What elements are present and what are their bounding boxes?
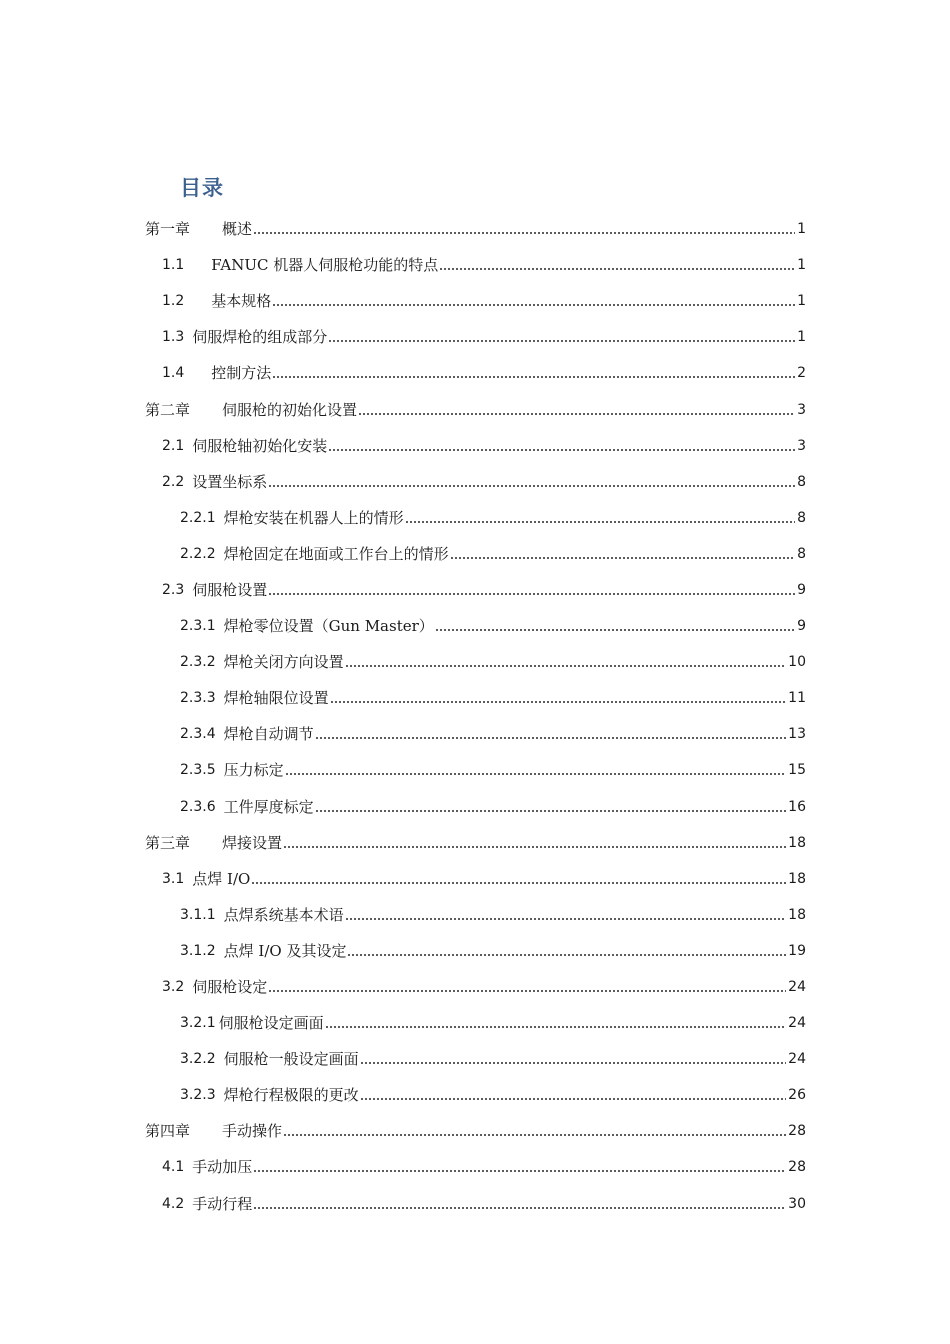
- toc-entry-page-number: 11: [788, 690, 806, 707]
- toc-entry-page-number: 10: [788, 654, 806, 671]
- toc-entry-text: [145, 392, 357, 428]
- toc-entry-row: [180, 716, 806, 752]
- toc-dot-leader: [328, 449, 795, 451]
- toc-entry-text: [162, 1186, 252, 1222]
- toc-dot-leader: [268, 990, 786, 992]
- toc-entry-page-number: 24: [788, 979, 806, 996]
- toc-entry-label: 压力标定: [223, 761, 284, 780]
- toc-entry[interactable]: [0, 1041, 950, 1077]
- toc-entry-page-number: 15: [788, 762, 806, 779]
- toc-entry-row: [162, 1186, 806, 1222]
- toc-entry-label: 焊枪固定在地面或工作台上的情形: [223, 544, 449, 563]
- toc-entry-text: [180, 716, 314, 752]
- toc-entry-row: [180, 608, 806, 644]
- toc-dot-leader: [345, 665, 787, 667]
- toc-dot-leader: [253, 232, 795, 234]
- toc-entry[interactable]: [0, 428, 950, 464]
- toc-entry-page-number: 16: [788, 798, 806, 815]
- toc-entry-row: [162, 428, 806, 464]
- toc-entry-number: 2.3.3: [180, 690, 216, 707]
- toc-entry-number: 3.2.2: [180, 1051, 216, 1068]
- toc-entry-row: [162, 1149, 806, 1185]
- toc-entry-number: 1.2: [162, 293, 185, 310]
- toc-entry-row: [180, 536, 806, 572]
- toc-dot-leader: [268, 485, 795, 487]
- toc-entry-number: 3.2: [162, 979, 185, 996]
- toc-entry-label: 基本规格: [211, 292, 272, 311]
- toc-entry-row: [180, 680, 806, 716]
- toc-entry-label: 焊枪安装在机器人上的情形: [223, 508, 404, 527]
- toc-entry[interactable]: [0, 1186, 950, 1222]
- toc-entry-label: 控制方法: [211, 364, 272, 383]
- toc-entry[interactable]: [0, 247, 950, 283]
- toc-entry-text: [180, 1005, 324, 1041]
- toc-entry-text: [180, 1041, 359, 1077]
- toc-entry-number: 2.3.6: [180, 798, 216, 815]
- toc-entry-text: [145, 1113, 282, 1149]
- toc-dot-leader: [450, 557, 795, 559]
- toc-entry-number: 2.3.1: [180, 618, 216, 635]
- toc-entry-number: 1.4: [162, 365, 185, 382]
- toc-entry[interactable]: [0, 1005, 950, 1041]
- toc-entry[interactable]: [0, 464, 950, 500]
- toc-entry[interactable]: [0, 825, 950, 861]
- toc-entry-label: 手动操作: [222, 1122, 283, 1141]
- toc-entry-page-number: 1: [797, 257, 806, 274]
- toc-entry-number: 4.2: [162, 1195, 185, 1212]
- toc-entry-number: 第三章: [145, 833, 191, 852]
- toc-entry-row: [180, 789, 806, 825]
- toc-entry[interactable]: [0, 752, 950, 788]
- toc-entry-number: 4.1: [162, 1159, 185, 1176]
- toc-entry-row: [145, 1113, 806, 1149]
- toc-entry-label: 伺服枪的初始化设置: [222, 400, 358, 419]
- toc-entry-label: 伺服焊枪的组成部分: [192, 328, 328, 347]
- toc-title: 目录: [180, 176, 224, 200]
- toc-entry-label: 手动加压: [192, 1158, 253, 1177]
- toc-entry-label: 焊枪零位设置（Gun Master）: [223, 617, 434, 636]
- toc-entry[interactable]: [0, 500, 950, 536]
- toc-dot-leader: [330, 701, 787, 703]
- toc-entry-text: [145, 211, 252, 247]
- toc-dot-leader: [405, 521, 795, 523]
- toc-entry-label: 手动行程: [192, 1194, 253, 1213]
- toc-entry-text: [162, 247, 438, 283]
- toc-entry-number: 2.2.2: [180, 545, 216, 562]
- toc-dot-leader: [283, 1134, 786, 1136]
- toc-dot-leader: [325, 1026, 787, 1028]
- toc-entry-row: [180, 897, 806, 933]
- toc-entry-page-number: 2: [797, 365, 806, 382]
- toc-entry-number: 1.1: [162, 257, 185, 274]
- toc-entry-label: FANUC 机器人伺服枪功能的特点: [211, 256, 439, 275]
- toc-list: [0, 211, 950, 1222]
- toc-entry-label: 伺服枪设定: [192, 978, 268, 997]
- toc-entry-text: [162, 969, 267, 1005]
- toc-entry-text: [180, 933, 346, 969]
- toc-entry-page-number: 18: [788, 906, 806, 923]
- toc-entry[interactable]: [0, 1149, 950, 1185]
- toc-entry-label: 焊枪轴限位设置: [223, 689, 329, 708]
- toc-entry-number: 3.1.1: [180, 906, 216, 923]
- toc-dot-leader: [268, 593, 795, 595]
- toc-entry-label: 点焊 I/O: [192, 869, 251, 888]
- toc-entry-page-number: 1: [797, 329, 806, 346]
- toc-entry-text: [180, 608, 434, 644]
- toc-entry-label: 设置坐标系: [192, 472, 268, 491]
- toc-entry-label: 焊枪关闭方向设置: [223, 653, 344, 672]
- toc-entry[interactable]: [0, 283, 950, 319]
- toc-entry-text: [180, 789, 314, 825]
- toc-entry-label: 伺服枪轴初始化安装: [192, 436, 328, 455]
- toc-entry-page-number: 24: [788, 1015, 806, 1032]
- toc-dot-leader: [345, 918, 787, 920]
- toc-entry-label: 概述: [222, 220, 253, 239]
- toc-entry-number: 3.2.3: [180, 1087, 216, 1104]
- toc-entry-label: 伺服枪设置: [192, 580, 268, 599]
- toc-entry-row: [162, 355, 806, 391]
- toc-entry[interactable]: [0, 391, 950, 427]
- toc-entry[interactable]: [0, 861, 950, 897]
- toc-entry[interactable]: [0, 897, 950, 933]
- toc-entry[interactable]: [0, 1077, 950, 1113]
- toc-dot-leader: [328, 340, 795, 342]
- toc-entry-text: [162, 464, 267, 500]
- toc-entry-number: 2.3.2: [180, 654, 216, 671]
- toc-entry-row: [145, 211, 806, 247]
- toc-entry[interactable]: [0, 716, 950, 752]
- toc-entry[interactable]: [0, 211, 950, 247]
- toc-entry-text: [180, 536, 449, 572]
- toc-entry-row: [180, 644, 806, 680]
- toc-entry-page-number: 28: [788, 1159, 806, 1176]
- toc-entry-text: [162, 572, 267, 608]
- toc-entry-number: 2.3.5: [180, 762, 216, 779]
- toc-entry-page-number: 19: [788, 942, 806, 959]
- toc-entry-row: [162, 464, 806, 500]
- toc-entry-page-number: 1: [797, 293, 806, 310]
- toc-entry-text: [180, 1077, 359, 1113]
- toc-entry[interactable]: [0, 789, 950, 825]
- toc-entry-text: [162, 1149, 252, 1185]
- toc-entry-label: 点焊 I/O 及其设定: [223, 941, 347, 960]
- toc-entry-page-number: 13: [788, 726, 806, 743]
- toc-entry-row: [180, 752, 806, 788]
- toc-entry-text: [162, 355, 271, 391]
- toc-entry-row: [145, 825, 806, 861]
- toc-entry-text: [180, 644, 344, 680]
- toc-entry-page-number: 1: [797, 221, 806, 238]
- toc-entry-row: [145, 392, 806, 428]
- toc-entry-page-number: 30: [788, 1195, 806, 1212]
- toc-entry-number: 3.1: [162, 870, 185, 887]
- toc-entry-number: 3.1.2: [180, 942, 216, 959]
- toc-dot-leader: [272, 304, 795, 306]
- toc-entry-row: [180, 1005, 806, 1041]
- toc-entry-page-number: 8: [797, 473, 806, 490]
- toc-entry-number: 2.3: [162, 581, 185, 598]
- toc-entry-page-number: 3: [797, 437, 806, 454]
- toc-entry-row: [162, 861, 806, 897]
- toc-entry-row: [162, 572, 806, 608]
- toc-dot-leader: [253, 1170, 786, 1172]
- toc-entry-number: 第四章: [145, 1122, 191, 1141]
- toc-entry-number: 1.3: [162, 329, 185, 346]
- toc-entry-number: 2.3.4: [180, 726, 216, 743]
- toc-entry-row: [162, 283, 806, 319]
- toc-entry-row: [180, 933, 806, 969]
- toc-entry-row: [162, 247, 806, 283]
- toc-entry-text: [180, 752, 284, 788]
- toc-entry-page-number: 8: [797, 545, 806, 562]
- toc-entry-text: [180, 897, 344, 933]
- toc-entry-text: [162, 861, 250, 897]
- toc-dot-leader: [347, 954, 786, 956]
- toc-entry[interactable]: [0, 319, 950, 355]
- toc-entry-row: [162, 969, 806, 1005]
- toc-entry[interactable]: [0, 1113, 950, 1149]
- toc-entry-text: [180, 680, 329, 716]
- toc-entry-label: 工件厚度标定: [223, 797, 314, 816]
- toc-entry-number: 第一章: [145, 220, 191, 239]
- toc-dot-leader: [439, 268, 795, 270]
- toc-entry-row: [180, 1077, 806, 1113]
- toc-dot-leader: [358, 413, 795, 415]
- toc-dot-leader: [285, 773, 787, 775]
- toc-dot-leader: [315, 737, 787, 739]
- toc-entry-label: 伺服枪设定画面: [218, 1014, 324, 1033]
- toc-entry-label: 伺服枪一般设定画面: [223, 1050, 359, 1069]
- toc-entry-page-number: 26: [788, 1087, 806, 1104]
- toc-entry-number: 第二章: [145, 400, 191, 419]
- toc-entry-row: [180, 1041, 806, 1077]
- toc-entry-page-number: 9: [797, 618, 806, 635]
- toc-entry-page-number: 28: [788, 1123, 806, 1140]
- toc-entry-label: 点焊系统基本术语: [223, 905, 344, 924]
- toc-entry-page-number: 18: [788, 834, 806, 851]
- toc-entry-page-number: 9: [797, 581, 806, 598]
- toc-dot-leader: [360, 1098, 787, 1100]
- toc-entry-page-number: 18: [788, 870, 806, 887]
- toc-dot-leader: [251, 882, 786, 884]
- toc-entry-page-number: 24: [788, 1051, 806, 1068]
- toc-entry-text: [162, 428, 327, 464]
- toc-entry[interactable]: [0, 608, 950, 644]
- toc-dot-leader: [253, 1207, 786, 1209]
- toc-entry-label: 焊枪行程极限的更改: [223, 1086, 359, 1105]
- toc-entry[interactable]: [0, 644, 950, 680]
- toc-dot-leader: [283, 846, 786, 848]
- toc-entry-text: [162, 319, 327, 355]
- toc-dot-leader: [360, 1062, 787, 1064]
- toc-entry-label: 焊枪自动调节: [223, 725, 314, 744]
- toc-entry-label: 焊接设置: [222, 833, 283, 852]
- toc-entry-number: 2.1: [162, 437, 185, 454]
- toc-entry[interactable]: [0, 355, 950, 391]
- toc-entry-text: [162, 283, 271, 319]
- toc-dot-leader: [272, 376, 795, 378]
- toc-entry[interactable]: [0, 572, 950, 608]
- toc-dot-leader: [315, 810, 787, 812]
- toc-entry[interactable]: [0, 969, 950, 1005]
- toc-entry-page-number: 3: [797, 401, 806, 418]
- toc-entry-row: [180, 500, 806, 536]
- toc-entry-row: [162, 319, 806, 355]
- toc-entry-text: [180, 500, 404, 536]
- toc-entry[interactable]: [0, 933, 950, 969]
- toc-entry-page-number: 8: [797, 509, 806, 526]
- toc-dot-leader: [435, 629, 795, 631]
- toc-entry-text: [145, 825, 282, 861]
- toc-entry-number: 2.2: [162, 473, 185, 490]
- toc-entry-number: 3.2.1: [180, 1015, 216, 1032]
- toc-entry[interactable]: [0, 536, 950, 572]
- toc-entry[interactable]: [0, 680, 950, 716]
- toc-entry-number: 2.2.1: [180, 509, 216, 526]
